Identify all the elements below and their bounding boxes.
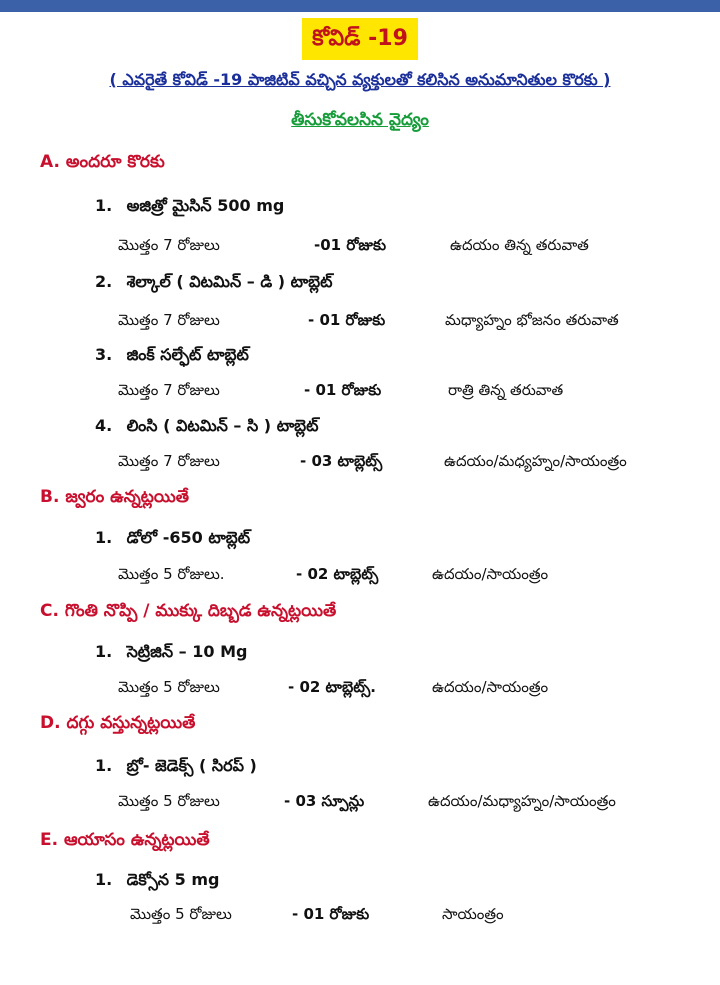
dose: - 03 టాబ్లెట్స్ (300, 452, 383, 470)
duration: మొత్తం 5 రోజులు (130, 905, 232, 923)
medicine-name: అజిత్రో మైసిన్ 500 mg (126, 196, 285, 215)
section-d-label: D. దగ్గు వస్తున్నట్లయితే (40, 713, 196, 733)
section-e-item-1-detail (130, 905, 700, 929)
section-a-label: A. అందరూ కొరకు (40, 152, 165, 172)
dose: -01 రోజుకు (314, 236, 387, 254)
section-d-item-1-detail (118, 792, 698, 816)
item-number: 1. (95, 528, 113, 547)
section-c-label: C. గొంతి నొప్పి / ముక్కు దిబ్బడ ఉన్నట్లయితే (40, 601, 337, 621)
treatment-heading: తీసుకోవలసిన వైద్యం (291, 110, 429, 130)
section-a-item-2-detail (118, 311, 698, 335)
section-b-item-1-detail (118, 565, 698, 589)
section-b-label: B. జ్వరం ఉన్నట్లయితే (40, 487, 189, 507)
section-e-label: E. ఆయాసం ఉన్నట్లయితే (40, 830, 210, 850)
duration: మొత్తం 7 రోజులు (118, 452, 220, 470)
timing: రాత్రి తిన్న తరువాత (448, 381, 564, 399)
medicine-name: సెట్రిజిన్ – 10 Mg (126, 642, 248, 661)
item-number: 4. (95, 416, 113, 435)
medicine-name: డెక్సోన 5 mg (126, 870, 220, 889)
duration: మొత్తం 5 రోజులు (118, 678, 220, 696)
section-a-item-4 (95, 416, 319, 439)
dose: - 01 రోజుకు (304, 381, 382, 399)
dose: - 02 టాబ్లెట్స్. (288, 678, 376, 696)
timing: ఉదయం తిన్న తరువాత (450, 236, 589, 254)
section-a-item-2 (95, 272, 332, 295)
dose: - 02 టాబ్లెట్స్ (296, 565, 379, 583)
dose: - 01 రోజుకు (292, 905, 370, 923)
duration: మొత్తం 7 రోజులు (118, 311, 220, 329)
section-e-item-1 (95, 870, 219, 893)
section-a-item-3-detail (118, 381, 698, 405)
medicine-name: లింసి ( విటమిన్ – సి ) టాబ్లెట్ (126, 416, 319, 435)
timing: సాయంత్రం (442, 905, 504, 923)
section-a-item-3 (95, 345, 249, 368)
section-b-item-1 (95, 528, 250, 551)
section-a-item-1 (95, 196, 284, 219)
page-title: కోవిడ్ -19 (302, 18, 418, 60)
timing: ఉదయం/మధ్యాహ్నం/సాయంత్రం (428, 792, 616, 810)
timing: ఉదయం/సాయంత్రం (432, 565, 549, 583)
duration: మొత్తం 5 రోజులు. (118, 565, 225, 583)
item-number: 3. (95, 345, 113, 364)
medicine-name: బ్రో- జెడెక్స్ ( సిరప్ ) (126, 756, 257, 775)
top-bar (0, 0, 720, 12)
section-d-item-1 (95, 756, 257, 779)
duration: మొత్తం 5 రోజులు (118, 792, 220, 810)
medicine-name: జింక్ సల్ఫేట్ టాబ్లెట్ (126, 345, 249, 364)
page-subtitle: ( ఎవరైతే కోవిడ్ -19 పాజిటివ్ వచ్చిన వ్యక్తులతో కలిసిన అనుమానితుల కొరకు ) (109, 70, 611, 89)
timing: ఉదయం/సాయంత్రం (432, 678, 549, 696)
medicine-name: శెల్కాల్ ( విటమిన్ – డి ) టాబ్లెట్ (126, 272, 333, 291)
duration: మొత్తం 7 రోజులు (118, 381, 220, 399)
timing: మధ్యాహ్నం భోజనం తరువాత (445, 311, 619, 329)
item-number: 1. (95, 870, 113, 889)
medicine-name: డోలో -650 టాబ్లెట్ (126, 528, 251, 547)
dose: - 01 రోజుకు (308, 311, 386, 329)
section-c-item-1 (95, 642, 247, 665)
section-a-item-1-detail (118, 236, 698, 260)
title-wrap (0, 18, 720, 60)
timing: ఉదయం/మధ్యహ్నం/సాయంత్రం (444, 452, 627, 470)
section-a-item-4-detail (118, 452, 698, 476)
item-number: 2. (95, 272, 113, 291)
duration: మొత్తం 7 రోజులు (118, 236, 220, 254)
item-number: 1. (95, 642, 113, 661)
section-c-item-1-detail (118, 678, 698, 702)
dose: - 03 స్పూన్లు (284, 792, 365, 810)
item-number: 1. (95, 196, 113, 215)
item-number: 1. (95, 756, 113, 775)
